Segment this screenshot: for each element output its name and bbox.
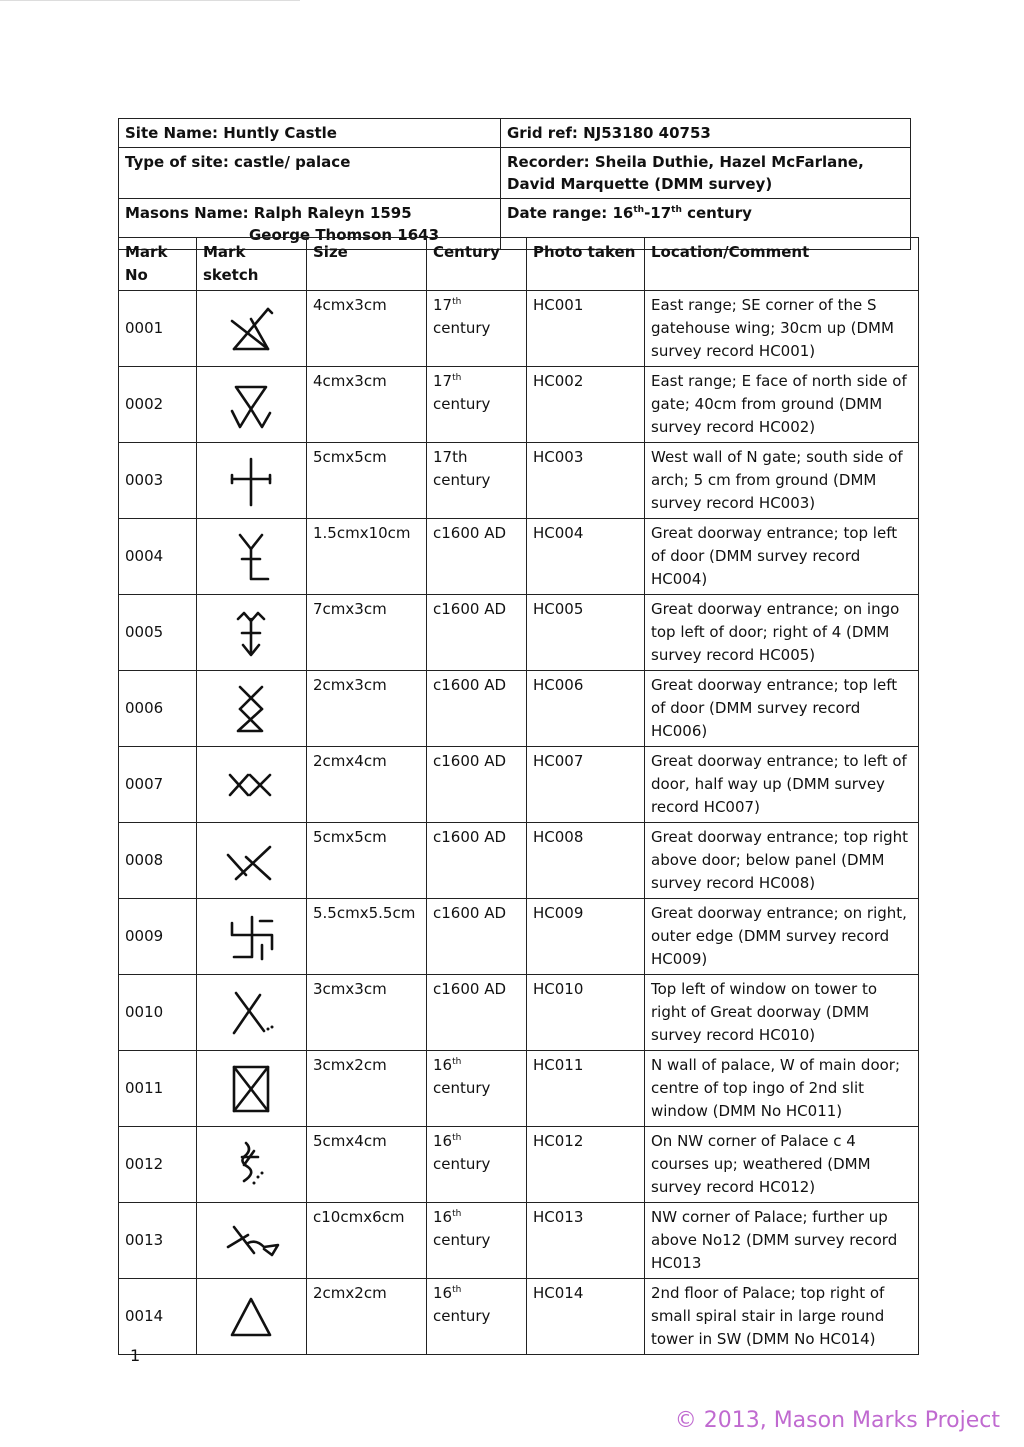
mark-no: 0005: [119, 595, 197, 671]
col-location: Location/Comment: [645, 238, 919, 291]
mark-photo: HC010: [527, 975, 645, 1051]
mark-size: 5cmx5cm: [307, 823, 427, 899]
mark-location: Great doorway entrance; top left of door (DMM survey record HC006): [645, 671, 919, 747]
mark-no: 0009: [119, 899, 197, 975]
mark-location: East range; E face of north side of gate; 40cm from ground (DMM survey record HC002): [645, 367, 919, 443]
mark-location: NW corner of Palace; further up above No12 (DMM survey record HC013: [645, 1203, 919, 1279]
mark-century: [427, 291, 527, 367]
swastika-mark: [224, 909, 280, 965]
century-suffix: th: [452, 1285, 462, 1295]
col-size: Size: [307, 238, 427, 291]
table-row: [119, 1051, 919, 1127]
mark-century: [427, 975, 527, 1051]
double-x-triangle-mark: [224, 681, 280, 737]
mark-century: [427, 595, 527, 671]
col-mark-sketch: Mark sketch: [197, 238, 307, 291]
mark-sketch-cell: [197, 823, 307, 899]
mark-sketch-cell: [197, 291, 307, 367]
mark-century: [427, 519, 527, 595]
date-range-sup1: th: [633, 205, 645, 215]
mark-photo: HC008: [527, 823, 645, 899]
mark-size: 5cmx4cm: [307, 1127, 427, 1203]
copyright-notice: © 2013, Mason Marks Project: [674, 1408, 1000, 1433]
mark-size: c10cmx6cm: [307, 1203, 427, 1279]
mark-location: Great doorway entrance; to left of door, half way up (DMM survey record HC007): [645, 747, 919, 823]
mark-photo: HC004: [527, 519, 645, 595]
mark-photo: HC009: [527, 899, 645, 975]
mark-no: 0010: [119, 975, 197, 1051]
mark-size: 5.5cmx5.5cm: [307, 899, 427, 975]
mark-sketch-cell: [197, 975, 307, 1051]
century-suffix: th: [452, 1209, 462, 1219]
cross-mark: [224, 453, 280, 509]
mark-no: 0004: [119, 519, 197, 595]
mark-no: 0003: [119, 443, 197, 519]
century-value: c1600 AD: [433, 980, 507, 998]
mark-sketch-cell: [197, 1279, 307, 1355]
century-value: c1600 AD: [433, 524, 507, 542]
mark-photo: HC012: [527, 1127, 645, 1203]
mark-photo: HC002: [527, 367, 645, 443]
century-word: century: [433, 319, 491, 337]
mark-sketch-cell: [197, 671, 307, 747]
site-name: Site Name: Huntly Castle: [119, 119, 501, 148]
mark-no: 0008: [119, 823, 197, 899]
mark-no: 0006: [119, 671, 197, 747]
table-row: [119, 519, 919, 595]
mark-sketch-cell: [197, 747, 307, 823]
mark-photo: HC006: [527, 671, 645, 747]
col-photo-taken: Photo taken: [527, 238, 645, 291]
table-row: [119, 975, 919, 1051]
table-row: [119, 823, 919, 899]
hourglass-box-mark: [224, 1061, 280, 1117]
mark-size: 4cmx3cm: [307, 367, 427, 443]
mark-photo: HC003: [527, 443, 645, 519]
mark-no: 0007: [119, 747, 197, 823]
mark-no: 0011: [119, 1051, 197, 1127]
mark-photo: HC014: [527, 1279, 645, 1355]
mark-photo: HC007: [527, 747, 645, 823]
mark-location: Great doorway entrance; top right above door; below panel (DMM survey record HC008): [645, 823, 919, 899]
loop-dots-mark: [224, 1137, 280, 1193]
mark-location: Great doorway entrance; on ingo top left of door; right of 4 (DMM survey record HC005): [645, 595, 919, 671]
mark-sketch-cell: [197, 899, 307, 975]
mason-marks-table: [118, 237, 919, 1355]
x-dots-mark: [224, 985, 280, 1041]
mark-sketch-cell: [197, 595, 307, 671]
table-row: [119, 671, 919, 747]
inverted-triangle-w-mark: [224, 377, 280, 433]
col-century: Century: [427, 238, 527, 291]
fish-mark: [224, 1213, 280, 1269]
arrow-cross-mark: [224, 605, 280, 661]
mark-century: [427, 1051, 527, 1127]
mark-location: Great doorway entrance; on right, outer edge (DMM survey record HC009): [645, 899, 919, 975]
mark-no: 0014: [119, 1279, 197, 1355]
mark-size: 4cmx3cm: [307, 291, 427, 367]
mark-sketch-cell: [197, 367, 307, 443]
century-value: 17: [433, 372, 453, 390]
mark-location: Top left of window on tower to right of Great doorway (DMM survey record HC010): [645, 975, 919, 1051]
century-suffix: th: [452, 1133, 462, 1143]
date-range-mid: -17: [644, 204, 672, 222]
mark-size: 3cmx2cm: [307, 1051, 427, 1127]
mark-location: East range; SE corner of the S gatehouse wing; 30cm up (DMM survey record HC001): [645, 291, 919, 367]
mark-size: 1.5cmx10cm: [307, 519, 427, 595]
masons-name-1: Masons Name: Ralph Raleyn 1595: [125, 204, 412, 222]
mark-sketch-cell: [197, 519, 307, 595]
site-header-table: [118, 118, 911, 250]
mark-century: [427, 899, 527, 975]
table-row: [119, 1203, 919, 1279]
century-word: century: [433, 395, 491, 413]
mark-century: [427, 1127, 527, 1203]
date-range-suffix: century: [681, 204, 752, 222]
table-header-row: [119, 238, 919, 291]
table-row: [119, 367, 919, 443]
mark-sketch-cell: [197, 1127, 307, 1203]
century-value: 17th century: [433, 448, 491, 489]
mark-century: [427, 367, 527, 443]
century-suffix: th: [452, 297, 462, 307]
century-value: c1600 AD: [433, 828, 507, 846]
grid-ref: Grid ref: NJ53180 40753: [501, 119, 911, 148]
century-word: century: [433, 1155, 491, 1173]
mark-no: 0002: [119, 367, 197, 443]
century-value: 16: [433, 1056, 453, 1074]
mark-photo: HC013: [527, 1203, 645, 1279]
mark-location: N wall of palace, W of main door; centre of top ingo of 2nd slit window (DMM No HC011): [645, 1051, 919, 1127]
a-x-triangle-mark: [224, 301, 280, 357]
page-number: 1: [130, 1346, 141, 1365]
century-value: 16: [433, 1284, 453, 1302]
table-row: [119, 1127, 919, 1203]
masons-name-2: George Thomson 1643: [249, 226, 440, 244]
scan-edge: [0, 0, 300, 1]
type-of-site: Type of site: castle/ palace: [119, 148, 501, 199]
mark-size: 2cmx4cm: [307, 747, 427, 823]
double-x-mark: [224, 757, 280, 813]
mark-size: 2cmx2cm: [307, 1279, 427, 1355]
mark-size: 2cmx3cm: [307, 671, 427, 747]
century-value: c1600 AD: [433, 600, 507, 618]
mark-century: [427, 1203, 527, 1279]
date-range-prefix: Date range: 16: [507, 204, 634, 222]
recorder: Recorder: Sheila Duthie, Hazel McFarlane, David Marquette (DMM survey): [501, 148, 911, 199]
mark-photo: HC005: [527, 595, 645, 671]
century-value: 17: [433, 296, 453, 314]
mark-no: 0013: [119, 1203, 197, 1279]
century-suffix: th: [452, 1057, 462, 1067]
mark-century: [427, 747, 527, 823]
century-value: c1600 AD: [433, 752, 507, 770]
mark-no: 0012: [119, 1127, 197, 1203]
mark-no: 0001: [119, 291, 197, 367]
mark-century: [427, 823, 527, 899]
mark-photo: HC011: [527, 1051, 645, 1127]
table-row: [119, 747, 919, 823]
triangle-mark: [224, 1289, 280, 1345]
table-row: [119, 595, 919, 671]
col-mark-no: Mark No: [119, 238, 197, 291]
table-row: [119, 899, 919, 975]
century-word: century: [433, 1231, 491, 1249]
table-body: [119, 291, 919, 1355]
century-value: c1600 AD: [433, 904, 507, 922]
mark-century: [427, 671, 527, 747]
mark-location: On NW corner of Palace c 4 courses up; weathered (DMM survey record HC012): [645, 1127, 919, 1203]
mark-photo: HC001: [527, 291, 645, 367]
mark-sketch-cell: [197, 443, 307, 519]
century-value: 16: [433, 1132, 453, 1150]
mark-sketch-cell: [197, 1051, 307, 1127]
mark-location: 2nd floor of Palace; top right of small spiral stair in large round tower in SW (DMM No HC014): [645, 1279, 919, 1355]
mark-size: 5cmx5cm: [307, 443, 427, 519]
v-x-mark: [224, 833, 280, 889]
century-word: century: [433, 1307, 491, 1325]
mark-sketch-cell: [197, 1203, 307, 1279]
table-row: [119, 1279, 919, 1355]
table-row: [119, 291, 919, 367]
century-suffix: th: [452, 373, 462, 383]
century-value: 16: [433, 1208, 453, 1226]
mark-century: [427, 1279, 527, 1355]
century-word: century: [433, 1079, 491, 1097]
century-value: c1600 AD: [433, 676, 507, 694]
y-cross-l-mark: [224, 529, 280, 585]
mark-size: 7cmx3cm: [307, 595, 427, 671]
mark-century: [427, 443, 527, 519]
table-row: [119, 443, 919, 519]
date-range-sup2: th: [671, 205, 682, 215]
mark-location: Great doorway entrance; top left of door (DMM survey record HC004): [645, 519, 919, 595]
mark-size: 3cmx3cm: [307, 975, 427, 1051]
mark-location: West wall of N gate; south side of arch; 5 cm from ground (DMM survey record HC003): [645, 443, 919, 519]
